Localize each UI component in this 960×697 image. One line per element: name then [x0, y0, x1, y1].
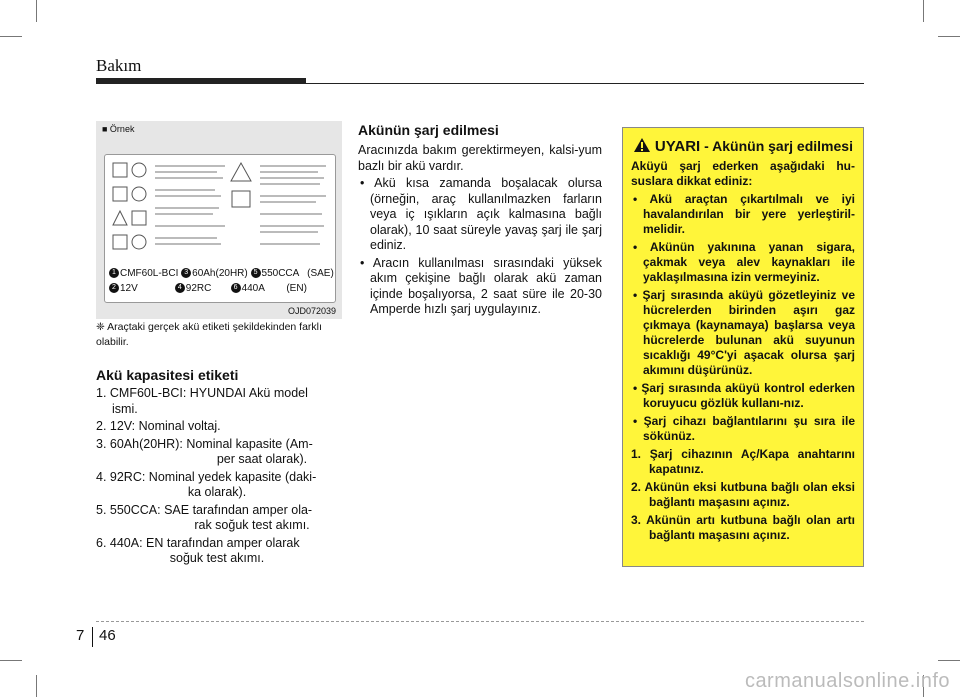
section-title: Bakım: [96, 56, 142, 75]
watermark: carmanualsonline.info: [744, 670, 950, 692]
crop-mark: [938, 36, 960, 37]
list-item: 4. 92RC: Nominal yedek kapasite (daki- ka olarak).: [96, 469, 317, 499]
list-item: 2. Akünün eksi kutbuna bağlı olan eksi bağlantı maşasını açınız.: [631, 480, 855, 509]
note-text: Araçtaki gerçek akü etiketi şekildekinden farklı olabilir.: [96, 321, 322, 348]
figure-caption: ■ Örnek: [102, 124, 135, 134]
crop-mark: [36, 675, 37, 697]
list-item: • Aracın kullanılması sırasındaki yüksek akım çekişine bağlı olarak akü zaman içinde boşalıyorsa, 2 saat süre ile 20-30 Amperde hızlı şarj uygulayınız.: [360, 255, 602, 316]
list-item: • Akü araçtan çıkartılmalı ve iyi havalandırılan bir yere yerleştiril-melidir.: [633, 192, 855, 236]
list-item: • Akü kısa zamanda boşalacak olursa (örneğin, araç kullanılmazken farların veya iç ışıkların açık kalmasına bağlı olarak), 10 saat süreyle yavaş şarj ile şarj ediniz.: [360, 176, 602, 252]
note-symbol: ❈: [96, 321, 105, 333]
warning-intro: Aküyü şarj ederken aşağıdaki hu-suslara dikkat ediniz:: [631, 159, 855, 188]
list-item: 1. CMF60L-BCI: HYUNDAI Akü model ismi.: [96, 386, 308, 416]
page-number-divider: [92, 627, 93, 647]
warning-body: [623, 159, 863, 543]
warning-box: [622, 127, 864, 567]
list-item: 5. 550CCA: SAE tarafından amper ola- rak soğuk test akımı.: [96, 502, 313, 532]
label-row-1: 1 CMF60L-BCI 3 60Ah(20HR) 5 550CCA (SAE): [109, 268, 334, 279]
capacity-list: [96, 386, 338, 569]
charging-intro: Aracınızda bakım gerektirmeyen, kalsi-yum bazlı bir akü vardır.: [358, 143, 602, 173]
list-item: 3. Akünün artı kutbuna bağlı olan artı bağlantı maşasını açınız.: [631, 513, 855, 542]
warning-symbols-icon: [111, 159, 151, 269]
list-item: • Şarj cihazı bağlantılarını şu sıra ile sökünüz.: [633, 414, 855, 443]
label-row-2: 2 12V 4 92RC 6 440A (EN): [109, 283, 307, 294]
crop-mark: [938, 660, 960, 661]
figure-code: OJD072039: [287, 306, 336, 316]
page-number: 46: [99, 627, 116, 644]
list-item: 2. 12V: Nominal voltaj.: [96, 419, 221, 433]
warning-title: UYARI - Akünün şarj edilmesi: [623, 137, 863, 155]
capacity-heading: Akü kapasitesi etiketi: [96, 367, 239, 383]
header-bar: [96, 78, 306, 84]
list-item: • Şarj sırasında aküyü gözetleyiniz ve hücrelerden birinden aşırı gaz çıkmaya (kaynamaya) başlarsa veya hücrelerde bulunan akü suyunun sıcaklığı 49°C'yi aşacak olursa şarj akımını düşürünüz.: [633, 288, 855, 377]
list-item: • Akünün yakınına yanan sigara, çakmak veya alev kaynakları ile yaklaşılmasına izin vermeyiniz.: [633, 240, 856, 284]
hazard-icon: [229, 161, 253, 221]
crop-mark: [0, 36, 22, 37]
crop-mark: [0, 660, 22, 661]
crop-mark: [36, 0, 37, 22]
footer-rule: [96, 621, 864, 623]
list-item: • Şarj sırasında aküyü kontrol ederken koruyucu gözlük kullanı-nız.: [633, 381, 855, 410]
list-item: 1. Şarj cihazının Aç/Kapa anahtarını kapatınız.: [631, 447, 855, 476]
list-item: 3. 60Ah(20HR): Nominal kapasite (Am- per saat olarak).: [96, 436, 313, 466]
charging-body: [358, 143, 602, 318]
charging-heading: Akünün şarj edilmesi: [358, 122, 499, 138]
chapter-number: 7: [76, 627, 85, 644]
figure-note: [96, 320, 338, 350]
warning-triangle-icon: [633, 137, 651, 153]
battery-label-figure: [96, 121, 342, 319]
crop-mark: [923, 0, 924, 22]
list-item: 6. 440A: EN tarafından amper olarak soğuk test akımı.: [96, 535, 300, 565]
header-rule: [306, 83, 864, 84]
battery-label-card: [104, 154, 336, 303]
